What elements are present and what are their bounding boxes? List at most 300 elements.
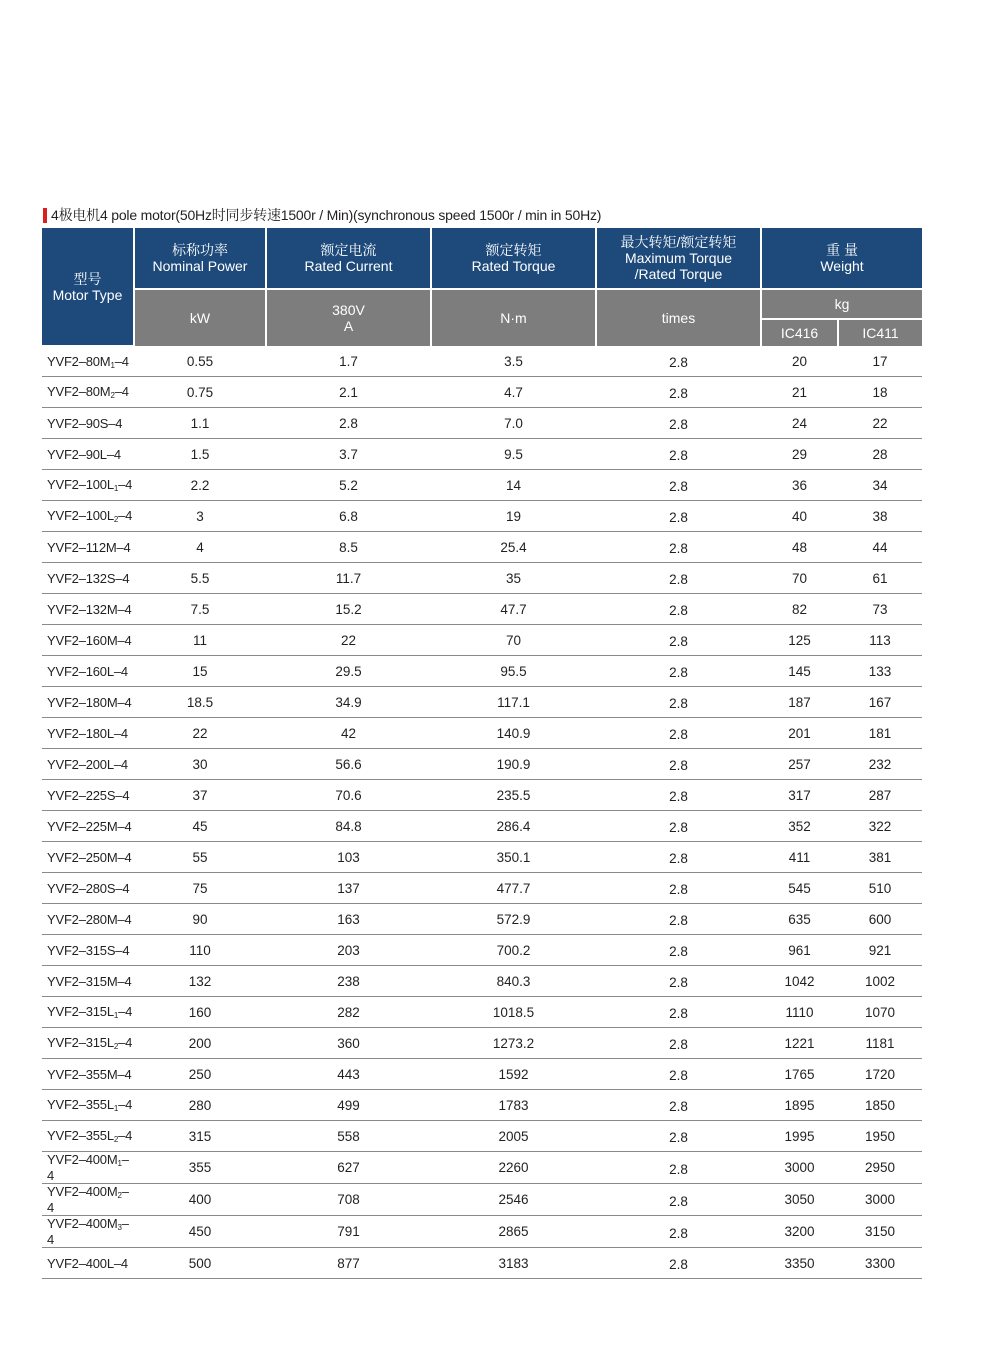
cell-current-a: 627 [266,1152,431,1184]
cell-power-kw: 200 [134,1028,266,1059]
cell-weight-ic416: 3350 [761,1248,838,1279]
header-rated-current-en: Rated Current [304,258,393,274]
cell-current-a: 6.8 [266,501,431,532]
cell-power-kw: 18.5 [134,687,266,718]
cell-power-kw: 1.5 [134,439,266,470]
cell-torque-nm: 572.9 [431,904,596,935]
motor-type-base: YVF2–112M–4 [47,539,131,555]
cell-motor-type [42,1216,134,1248]
cell-weight-ic416: 411 [761,842,838,873]
cell-power-kw: 5.5 [134,563,266,594]
cell-motor-type [42,377,134,408]
table-row [42,1216,922,1248]
cell-weight-ic416: 36 [761,470,838,501]
table-row [42,842,922,873]
table-row [42,408,922,439]
motor-type-suffix: –4 [114,384,129,399]
cell-torque-nm: 2005 [431,1121,596,1152]
cell-motor-type [42,749,134,780]
motor-type-base: YVF2–355L [47,1128,114,1143]
cell-current-a: 360 [266,1028,431,1059]
cell-power-kw: 2.2 [134,470,266,501]
cell-weight-ic416: 201 [761,718,838,749]
cell-weight-ic411: 3000 [838,1184,922,1216]
cell-power-kw: 30 [134,749,266,780]
cell-power-kw: 0.75 [134,377,266,408]
cell-power-kw: 7.5 [134,594,266,625]
cell-motor-type [42,966,134,997]
cell-power-kw: 132 [134,966,266,997]
motor-type-subscript: 1 [117,1159,122,1168]
cell-motor-type [42,1090,134,1121]
cell-current-a: 42 [266,718,431,749]
cell-torque-ratio: 2.8 [596,439,761,470]
cell-torque-ratio: 2.8 [596,997,761,1028]
cell-motor-type [42,408,134,439]
cell-weight-ic411: 2950 [838,1152,922,1184]
motor-type-suffix: –4 [47,1216,129,1247]
cell-power-kw: 160 [134,997,266,1028]
cell-torque-nm: 2546 [431,1184,596,1216]
table-row [42,718,922,749]
cell-torque-ratio: 2.8 [596,687,761,718]
cell-motor-type [42,1248,134,1279]
cell-weight-ic416: 24 [761,408,838,439]
cell-power-kw: 250 [134,1059,266,1090]
cell-power-kw: 55 [134,842,266,873]
header-motor-type-en: Motor Type [52,286,123,303]
cell-current-a: 282 [266,997,431,1028]
cell-current-a: 56.6 [266,749,431,780]
motor-type-suffix: –4 [118,1097,133,1112]
header-ic411: IC411 [838,319,922,346]
cell-current-a: 103 [266,842,431,873]
cell-current-a: 11.7 [266,563,431,594]
cell-motor-type [42,811,134,842]
cell-weight-ic416: 352 [761,811,838,842]
cell-current-a: 791 [266,1216,431,1248]
cell-weight-ic411: 61 [838,563,922,594]
motor-type-base: YVF2–80M [47,384,111,399]
cell-current-a: 499 [266,1090,431,1121]
cell-power-kw: 90 [134,904,266,935]
header-rated-current [266,228,431,289]
cell-weight-ic411: 1950 [838,1121,922,1152]
cell-weight-ic411: 44 [838,532,922,563]
cell-weight-ic416: 1895 [761,1090,838,1121]
cell-torque-ratio: 2.8 [596,842,761,873]
cell-weight-ic411: 232 [838,749,922,780]
cell-torque-nm: 477.7 [431,873,596,904]
cell-torque-ratio: 2.8 [596,904,761,935]
cell-power-kw: 75 [134,873,266,904]
cell-weight-ic416: 545 [761,873,838,904]
cell-power-kw: 110 [134,935,266,966]
cell-power-kw: 0.55 [134,346,266,377]
motor-type-base: YVF2–250M–4 [47,849,132,865]
header-rated-torque-cn: 额定转矩 [485,242,542,258]
cell-torque-ratio: 2.8 [596,501,761,532]
cell-current-a: 8.5 [266,532,431,563]
cell-weight-ic411: 921 [838,935,922,966]
motor-type-base: YVF2–315S–4 [47,942,130,958]
motor-type-base: YVF2–355M–4 [47,1066,132,1082]
motor-type-base: YVF2–100L [47,508,114,523]
table-row [42,656,922,687]
cell-power-kw: 22 [134,718,266,749]
cell-current-a: 1.7 [266,346,431,377]
cell-torque-nm: 140.9 [431,718,596,749]
table-row [42,687,922,718]
table-row [42,625,922,656]
cell-current-a: 708 [266,1184,431,1216]
cell-torque-ratio: 2.8 [596,346,761,377]
cell-motor-type [42,656,134,687]
cell-torque-ratio: 2.8 [596,408,761,439]
motor-type-suffix: –4 [118,1128,133,1143]
unit-current-amp: A [343,318,354,334]
cell-current-a: 3.7 [266,439,431,470]
cell-motor-type [42,718,134,749]
cell-current-a: 238 [266,966,431,997]
cell-weight-ic416: 1995 [761,1121,838,1152]
table-row [42,997,922,1028]
cell-torque-nm: 1783 [431,1090,596,1121]
cell-current-a: 5.2 [266,470,431,501]
cell-weight-ic411: 3150 [838,1216,922,1248]
header-torque-ratio-cn: 最大转矩/额定转矩 [620,234,737,250]
cell-torque-nm: 1592 [431,1059,596,1090]
table-row [42,1059,922,1090]
table-row [42,935,922,966]
unit-times: times [596,289,761,346]
table-row [42,780,922,811]
cell-weight-ic411: 22 [838,408,922,439]
cell-torque-ratio: 2.8 [596,377,761,408]
cell-torque-ratio: 2.8 [596,1059,761,1090]
cell-torque-nm: 35 [431,563,596,594]
cell-weight-ic416: 961 [761,935,838,966]
cell-power-kw: 15 [134,656,266,687]
cell-current-a: 2.1 [266,377,431,408]
motor-type-base: YVF2–132M–4 [47,601,132,617]
table-row [42,1248,922,1279]
cell-weight-ic416: 20 [761,346,838,377]
cell-motor-type [42,873,134,904]
table-row [42,563,922,594]
motor-type-base: YVF2–225S–4 [47,787,130,803]
header-torque-ratio-en2: /Rated Torque [634,266,723,282]
cell-power-kw: 1.1 [134,408,266,439]
header-rated-current-cn: 额定电流 [320,242,377,258]
motor-type-subscript: 1 [110,360,115,370]
cell-motor-type [42,1121,134,1152]
cell-power-kw: 280 [134,1090,266,1121]
cell-torque-ratio: 2.8 [596,532,761,563]
cell-weight-ic416: 1765 [761,1059,838,1090]
header-rated-torque-en: Rated Torque [471,258,556,274]
cell-current-a: 558 [266,1121,431,1152]
header-motor-type-cn: 型号 [73,270,102,287]
header-nominal-power-cn: 标称功率 [172,242,228,258]
cell-motor-type [42,563,134,594]
cell-motor-type [42,1028,134,1059]
cell-weight-ic416: 82 [761,594,838,625]
cell-weight-ic411: 3300 [838,1248,922,1279]
motor-type-subscript: 2 [113,1135,119,1144]
cell-torque-nm: 70 [431,625,596,656]
table-row [42,749,922,780]
cell-torque-nm: 700.2 [431,935,596,966]
cell-current-a: 137 [266,873,431,904]
motor-type-base: YVF2–180L–4 [47,725,128,741]
cell-torque-nm: 286.4 [431,811,596,842]
cell-weight-ic416: 257 [761,749,838,780]
header-torque-ratio-en1: Maximum Torque [624,250,733,266]
cell-current-a: 203 [266,935,431,966]
cell-weight-ic416: 3000 [761,1152,838,1184]
cell-weight-ic411: 287 [838,780,922,811]
cell-torque-nm: 2260 [431,1152,596,1184]
cell-weight-ic416: 125 [761,625,838,656]
motor-type-base: YVF2–180M–4 [47,694,132,710]
cell-motor-type [42,1059,134,1090]
motor-type-base: YVF2–315L [47,1035,114,1050]
table-row [42,873,922,904]
cell-torque-ratio: 2.8 [596,1216,761,1248]
cell-torque-ratio: 2.8 [596,656,761,687]
cell-motor-type [42,439,134,470]
cell-weight-ic411: 28 [838,439,922,470]
title-accent-bar [43,208,47,223]
cell-torque-ratio: 2.8 [596,1248,761,1279]
unit-current [266,289,431,346]
cell-weight-ic411: 181 [838,718,922,749]
cell-motor-type [42,1184,134,1216]
cell-weight-ic411: 1070 [838,997,922,1028]
cell-torque-ratio: 2.8 [596,780,761,811]
cell-motor-type [42,687,134,718]
cell-power-kw: 4 [134,532,266,563]
table-row [42,346,922,377]
cell-current-a: 34.9 [266,687,431,718]
table-row [42,1184,922,1216]
motor-type-subscript: 3 [117,1223,122,1232]
cell-weight-ic411: 1850 [838,1090,922,1121]
cell-torque-nm: 840.3 [431,966,596,997]
table-row [42,594,922,625]
cell-weight-ic416: 635 [761,904,838,935]
motor-type-suffix: –4 [118,508,133,523]
cell-motor-type [42,346,134,377]
header-torque-ratio [596,228,761,289]
cell-torque-ratio: 2.8 [596,470,761,501]
table-row [42,377,922,408]
cell-weight-ic411: 1720 [838,1059,922,1090]
cell-power-kw: 3 [134,501,266,532]
table-row [42,1152,922,1184]
cell-torque-nm: 4.7 [431,377,596,408]
cell-weight-ic416: 1221 [761,1028,838,1059]
cell-current-a: 2.8 [266,408,431,439]
cell-weight-ic411: 18 [838,377,922,408]
cell-weight-ic416: 187 [761,687,838,718]
cell-weight-ic416: 3050 [761,1184,838,1216]
cell-motor-type [42,997,134,1028]
motor-type-suffix: –4 [114,353,129,369]
cell-weight-ic416: 21 [761,377,838,408]
cell-power-kw: 355 [134,1152,266,1184]
motor-type-base: YVF2–132S–4 [47,570,130,586]
table-row [42,1028,922,1059]
cell-torque-nm: 3.5 [431,346,596,377]
motor-type-base: YVF2–90L–4 [47,446,121,462]
header-nominal-power [134,228,266,289]
cell-weight-ic411: 322 [838,811,922,842]
cell-current-a: 22 [266,625,431,656]
motor-type-subscript: 1 [113,1104,119,1113]
cell-torque-nm: 25.4 [431,532,596,563]
motor-type-subscript: 2 [117,1191,122,1200]
cell-weight-ic411: 133 [838,656,922,687]
table-row [42,904,922,935]
cell-weight-ic416: 48 [761,532,838,563]
table-row [42,501,922,532]
cell-weight-ic416: 40 [761,501,838,532]
header-nominal-power-en: Nominal Power [152,258,248,274]
cell-torque-ratio: 2.8 [596,1028,761,1059]
cell-current-a: 70.6 [266,780,431,811]
motor-type-subscript: 2 [113,515,119,524]
cell-weight-ic416: 29 [761,439,838,470]
motor-type-base: YVF2–400L–4 [47,1255,128,1271]
cell-motor-type [42,501,134,532]
header-ic416: IC416 [761,319,838,346]
cell-power-kw: 450 [134,1216,266,1248]
cell-power-kw: 315 [134,1121,266,1152]
cell-weight-ic411: 1181 [838,1028,922,1059]
cell-torque-ratio: 2.8 [596,1121,761,1152]
motor-type-base: YVF2–315L [47,1004,114,1019]
cell-current-a: 29.5 [266,656,431,687]
table-row [42,470,922,501]
motor-type-base: YVF2–200L–4 [47,756,128,772]
cell-weight-ic411: 17 [838,346,922,377]
cell-weight-ic416: 317 [761,780,838,811]
motor-type-suffix: –4 [118,1035,133,1050]
motor-type-subscript: 1 [113,484,119,493]
motor-type-suffix: –4 [118,477,133,492]
cell-torque-nm: 9.5 [431,439,596,470]
cell-motor-type [42,532,134,563]
cell-torque-ratio: 2.8 [596,811,761,842]
cell-torque-nm: 1018.5 [431,997,596,1028]
motor-type-base: YVF2–160M–4 [47,632,132,648]
cell-torque-nm: 350.1 [431,842,596,873]
cell-motor-type [42,625,134,656]
cell-motor-type [42,935,134,966]
unit-torque: N·m [431,289,596,346]
cell-torque-nm: 7.0 [431,408,596,439]
table-row [42,1090,922,1121]
cell-weight-ic411: 167 [838,687,922,718]
cell-torque-ratio: 2.8 [596,625,761,656]
cell-torque-nm: 3183 [431,1248,596,1279]
motor-type-base: YVF2–315M–4 [47,973,132,989]
table-row [42,1121,922,1152]
cell-current-a: 84.8 [266,811,431,842]
motor-type-base: YVF2–400M [47,1152,118,1167]
cell-current-a: 163 [266,904,431,935]
motor-type-suffix: –4 [47,1184,129,1215]
unit-current-voltage: 380V [332,302,365,318]
cell-torque-ratio: 2.8 [596,749,761,780]
motor-type-subscript: 1 [113,1011,119,1020]
cell-torque-nm: 190.9 [431,749,596,780]
cell-weight-ic416: 1042 [761,966,838,997]
cell-torque-nm: 235.5 [431,780,596,811]
cell-torque-ratio: 2.8 [596,718,761,749]
cell-current-a: 877 [266,1248,431,1279]
table-body [42,346,922,1279]
cell-torque-nm: 1273.2 [431,1028,596,1059]
header-motor-type [42,228,134,346]
cell-torque-nm: 95.5 [431,656,596,687]
table-title [43,206,601,224]
header-weight [761,228,922,289]
motor-type-base: YVF2–160L–4 [47,663,128,679]
table-row [42,811,922,842]
cell-motor-type [42,780,134,811]
motor-type-subscript: 2 [113,1042,119,1051]
motor-type-base: YVF2–225M–4 [47,818,132,834]
header-rated-torque [431,228,596,289]
cell-weight-ic411: 381 [838,842,922,873]
motor-type-base: YVF2–280M–4 [47,911,132,927]
cell-torque-nm: 2865 [431,1216,596,1248]
cell-torque-nm: 14 [431,470,596,501]
cell-torque-ratio: 2.8 [596,594,761,625]
cell-torque-ratio: 2.8 [596,563,761,594]
motor-type-base: YVF2–355L [47,1097,114,1112]
cell-torque-ratio: 2.8 [596,1184,761,1216]
motor-type-base: YVF2–100L [47,477,114,492]
unit-kw: kW [134,289,266,346]
cell-weight-ic416: 70 [761,563,838,594]
motor-type-base: YVF2–280S–4 [47,880,130,896]
cell-power-kw: 400 [134,1184,266,1216]
cell-weight-ic411: 600 [838,904,922,935]
cell-weight-ic411: 113 [838,625,922,656]
cell-torque-ratio: 2.8 [596,1152,761,1184]
motor-type-suffix: –4 [118,1004,133,1019]
cell-motor-type [42,904,134,935]
cell-motor-type [42,470,134,501]
table-row [42,532,922,563]
cell-weight-ic411: 38 [838,501,922,532]
cell-current-a: 15.2 [266,594,431,625]
title-text: 4极电机4 pole motor(50Hz时同步转速1500r / Min)(synchronous speed 1500r / min in 50Hz) [51,207,602,223]
unit-kg: kg [761,289,922,319]
cell-weight-ic411: 73 [838,594,922,625]
cell-torque-ratio: 2.8 [596,1090,761,1121]
motor-type-base: YVF2–90S–4 [47,415,123,431]
cell-torque-nm: 47.7 [431,594,596,625]
cell-weight-ic411: 34 [838,470,922,501]
motor-type-base: YVF2–400M [47,1184,118,1199]
cell-motor-type [42,842,134,873]
cell-power-kw: 45 [134,811,266,842]
